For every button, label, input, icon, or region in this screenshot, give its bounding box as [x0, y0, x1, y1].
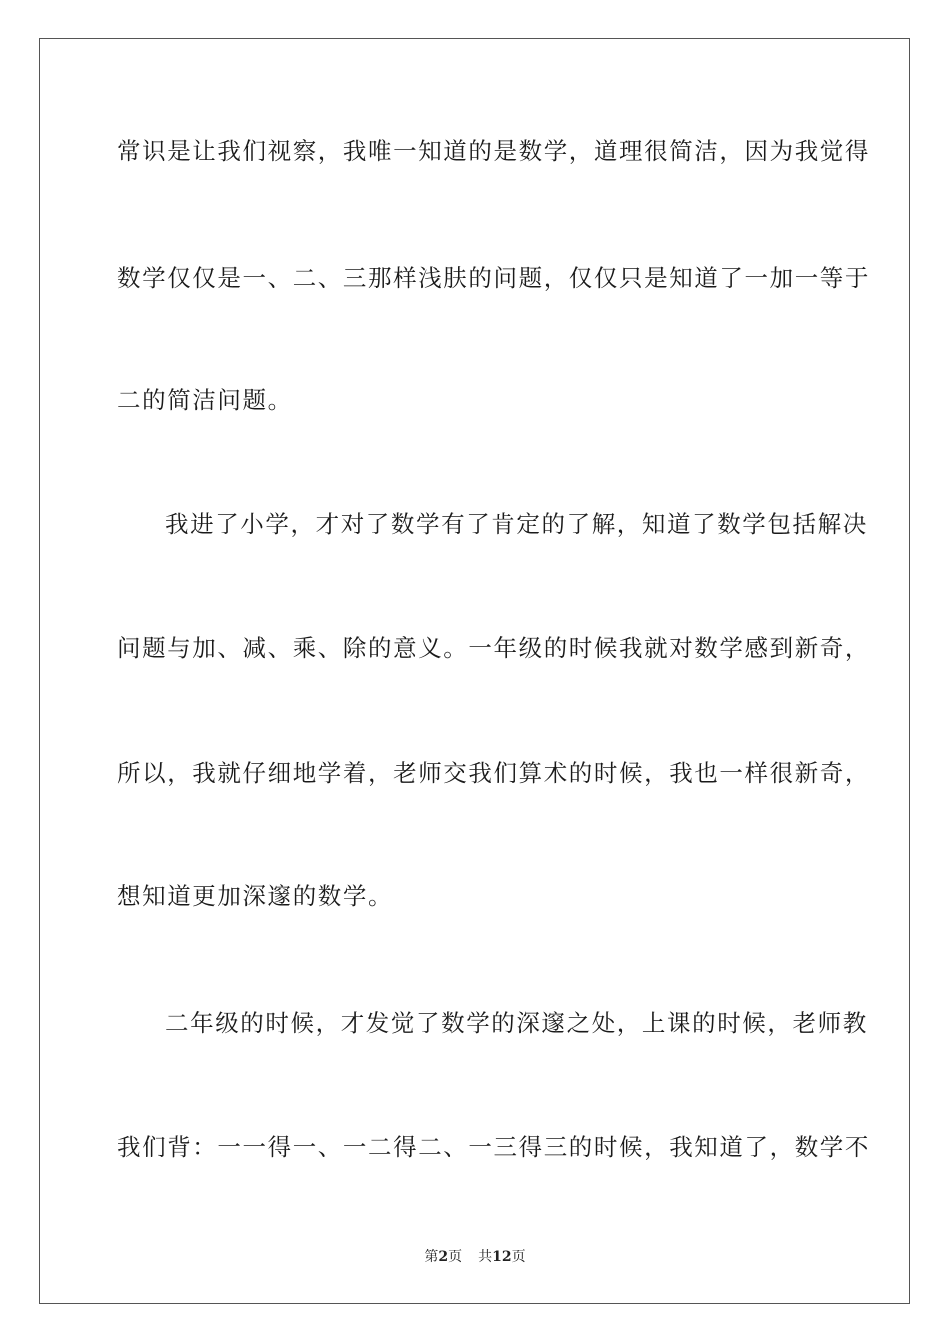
paragraph-line: 问题与加、减、乘、除的意义。一年级的时候我就对数学感到新奇，: [117, 634, 870, 662]
paragraph-line: 我们背：一一得一、一二得二、一三得三的时候，我知道了，数学不: [117, 1133, 870, 1161]
page-footer: [0, 1248, 950, 1266]
page-number: 2: [438, 1249, 449, 1265]
paragraph-line: 数学仅仅是一、二、三那样浅肤的问题，仅仅只是知道了一加一等于: [117, 264, 870, 292]
paragraph-line: 所以，我就仔细地学着，老师交我们算术的时候，我也一样很新奇，: [117, 759, 870, 787]
paragraph-line: 二的简洁问题。: [117, 386, 293, 414]
page-prefix: 第: [424, 1249, 439, 1265]
paragraph-line: 常识是让我们视察，我唯一知道的是数学，道理很简洁，因为我觉得: [117, 137, 870, 165]
paragraph-line: 我进了小学，才对了数学有了肯定的了解，知道了数学包括解决: [165, 510, 868, 538]
page-border: [39, 38, 910, 1304]
total-suffix: 页: [511, 1249, 526, 1265]
paragraph-line: 想知道更加深邃的数学。: [117, 882, 394, 910]
page-suffix: 页: [448, 1249, 463, 1265]
total-prefix: 共: [478, 1249, 493, 1265]
paragraph-line: 二年级的时候，才发觉了数学的深邃之处，上课的时候，老师教: [165, 1009, 868, 1037]
total-pages: 12: [492, 1249, 512, 1265]
